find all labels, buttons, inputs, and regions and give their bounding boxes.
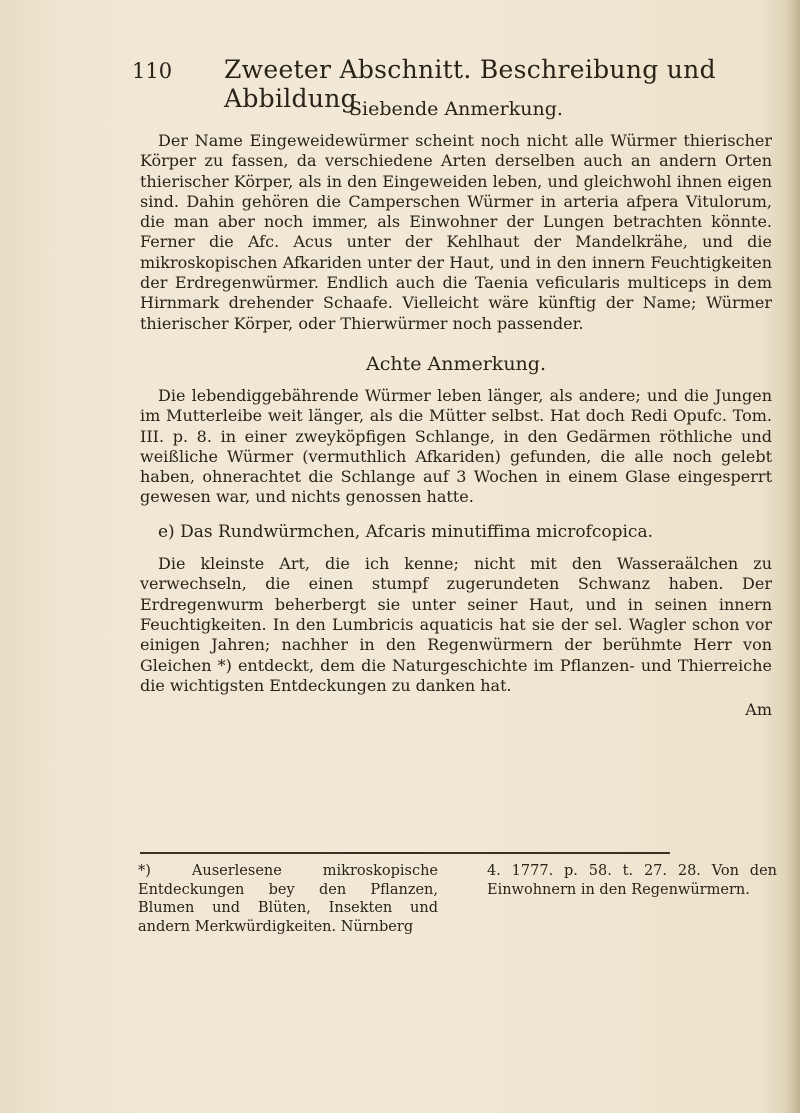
footnote-rule	[140, 852, 670, 854]
page-number: 110	[132, 59, 173, 83]
section-heading-seven: Siebende Anmerkung.	[349, 98, 563, 120]
subsection-title-e: e) Das Rundwürmchen, Afcaris minutiffima microfcopica.	[158, 521, 653, 542]
page-edge-shadow	[786, 0, 800, 1113]
footnote-left-column: *) Auserlesene mikroskopische Entdeckungen bey den Pflanzen, Blumen und Blüten, Insekten und andern Merkwürdigkeiten. Nürnberg	[138, 863, 438, 935]
paragraph-eight: Die lebendiggebährende Würmer leben länger, als andere; und die Jungen im Mutterleibe weit länger, als die Mütter selbst. Hat doch Redi Opufc. Tom. III. p. 8. in einer zweyköpfigen Schlange, in den Gedärmen röthliche und weißliche Würmer (vermuthlich Afkariden) gefunden, die alle noch gelebt haben, ohnerachtet die Schlange auf 3 Wochen in einem Glase eingesperrt gewesen war, und nichts genossen hatte.	[140, 385, 772, 507]
running-head: Zweeter Abschnitt. Beschreibung und Abbildung	[224, 55, 716, 113]
paragraph-e: Die kleinste Art, die ich kenne; nicht mit den Wasseraälchen zu verwechseln, die einen stumpf zugerundeten Schwanz haben. Der Erdregenwurm beherbergt sie unter seiner Haut, und in seinen innern Feuchtigkeiten. In den Lumbricis aquaticis hat sie der sel. Wagler schon vor einigen Jahren; nachher in den Regenwürmern der berühmte Herr von Gleichen *) entdeckt, dem die Naturgeschichte im Pflanzen- und Thierreiche die wichtigsten Entdeckungen zu danken hat.	[140, 554, 772, 695]
paragraph-seven: Der Name Eingeweidewürmer scheint noch nicht alle Würmer thierischer Körper zu fassen, da verschiedene Arten derselben auch an andern Orten thierischer Körper, als in den Eingeweiden leben, und gleichwohl ihnen eigen sind. Dahin gehören die Camperschen Würmer in arteria afpera Vitulorum, die man aber noch immer, als Einwohner der Lungen betrachten könnte. Ferner die Afc. Acus unter der Kehlhaut der Mandelkrähe, und die mikroskopischen Afkariden unter der Haut, und in den innern Feuchtigkeiten der Erdregenwürmer. Endlich auch die Taenia veficularis multiceps in dem Hirnmark drehender Schaafe. Vielleicht wäre künftig der Name; Würmer thierischer Körper, oder Thierwürmer noch passender.	[140, 131, 772, 333]
catchword: Am	[745, 700, 772, 720]
section-heading-eight: Achte Anmerkung.	[365, 352, 546, 375]
footnote-right-column: 4. 1777. p. 58. t. 27. 28. Von den Einwohnern in den Regenwürmern.	[487, 863, 777, 898]
main-text	[140, 93, 772, 720]
